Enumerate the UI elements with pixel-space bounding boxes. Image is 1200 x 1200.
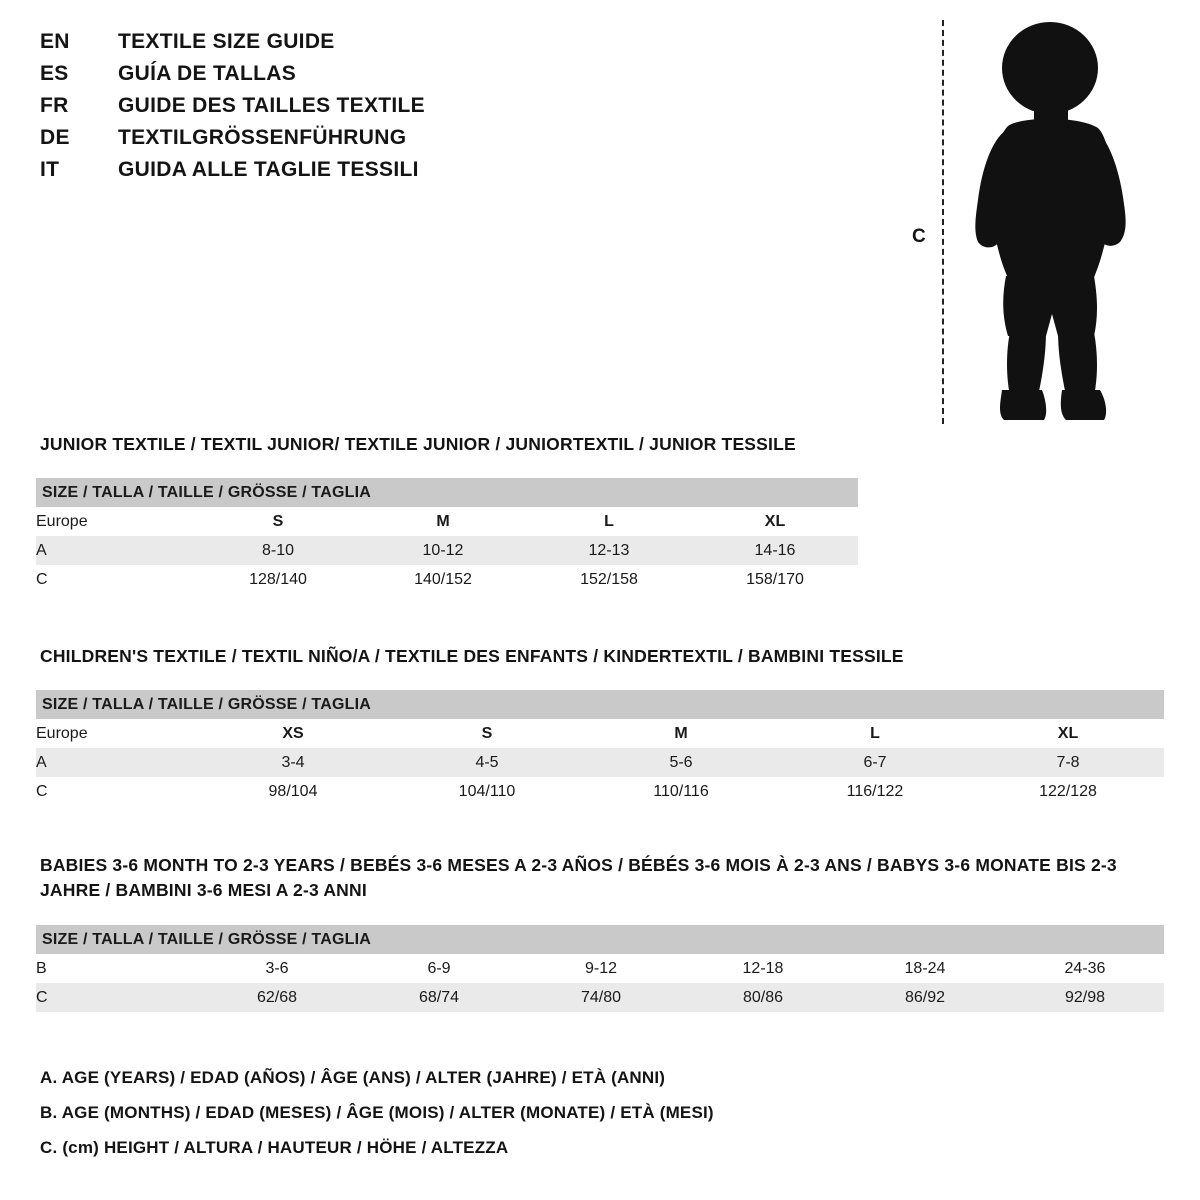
table-row: [36, 536, 858, 565]
child-silhouette-icon: [948, 18, 1148, 426]
babies-row-b-24-36: 24-36: [1006, 954, 1164, 983]
language-text-es: GUÍA DE TALLAS: [118, 62, 297, 85]
junior-col-m: M: [360, 507, 526, 536]
table-band-row: [36, 690, 1164, 719]
babies-row-b-3-6: 3-6: [196, 954, 358, 983]
legend-line-c: C. (cm) HEIGHT / ALTURA / HAUTEUR / HÖHE / ALTEZZA: [40, 1138, 509, 1157]
junior-row-c-s: 128/140: [196, 565, 360, 594]
children-col-m: M: [584, 719, 778, 748]
children-row-a-key: A: [36, 748, 196, 777]
junior-row-c-xl: 158/170: [692, 565, 858, 594]
measure-dashed-line: [942, 20, 944, 424]
language-row: [40, 30, 680, 62]
babies-row-c-6-9: 68/74: [358, 983, 520, 1012]
babies-row-b-18-24: 18-24: [844, 954, 1006, 983]
table-row: [36, 954, 1164, 983]
children-row-a-m: 5-6: [584, 748, 778, 777]
junior-row-c-m: 140/152: [360, 565, 526, 594]
junior-region-label: Europe: [36, 507, 196, 536]
table-row: [36, 748, 1164, 777]
table-row: [36, 777, 1164, 806]
children-col-xs: XS: [196, 719, 390, 748]
children-region-label: Europe: [36, 719, 196, 748]
children-row-a-xs: 3-4: [196, 748, 390, 777]
language-row: [40, 126, 680, 158]
children-row-a-l: 6-7: [778, 748, 972, 777]
language-text-it: GUIDA ALLE TAGLIE TESSILI: [118, 158, 419, 181]
children-row-c-s: 104/110: [390, 777, 584, 806]
junior-band-label: SIZE / TALLA / TAILLE / GRÖSSE / TAGLIA: [36, 478, 858, 507]
language-text-fr: GUIDE DES TAILLES TEXTILE: [118, 94, 425, 117]
language-row: [40, 158, 680, 190]
junior-row-a-l: 12-13: [526, 536, 692, 565]
table-row: [36, 983, 1164, 1012]
language-text-de: TEXTILGRÖSSENFÜHRUNG: [118, 126, 407, 149]
junior-col-l: L: [526, 507, 692, 536]
language-code-it: IT: [40, 158, 60, 181]
babies-row-c-24-36: 92/98: [1006, 983, 1164, 1012]
junior-row-a-m: 10-12: [360, 536, 526, 565]
legend-line-a: A. AGE (YEARS) / EDAD (AÑOS) / ÂGE (ANS) / ALTER (JAHRE) / ETÀ (ANNI): [40, 1068, 666, 1087]
legend-line-b: B. AGE (MONTHS) / EDAD (MESES) / ÂGE (MOIS) / ALTER (MONATE) / ETÀ (MESI): [40, 1103, 714, 1122]
babies-size-table: [36, 925, 1164, 1012]
junior-row-a-key: A: [36, 536, 196, 565]
language-row: [40, 62, 680, 94]
table-band-row: [36, 925, 1164, 954]
babies-row-c-9-12: 74/80: [520, 983, 682, 1012]
table-row: [36, 507, 858, 536]
children-col-s: S: [390, 719, 584, 748]
table-row: [36, 565, 858, 594]
junior-row-a-s: 8-10: [196, 536, 360, 565]
language-code-es: ES: [40, 62, 69, 85]
babies-row-b-6-9: 6-9: [358, 954, 520, 983]
babies-band-label: SIZE / TALLA / TAILLE / GRÖSSE / TAGLIA: [36, 925, 1164, 954]
babies-row-c-3-6: 62/68: [196, 983, 358, 1012]
language-code-fr: FR: [40, 94, 69, 117]
children-row-c-l: 116/122: [778, 777, 972, 806]
height-measure-figure: [900, 14, 1160, 424]
children-row-c-xl: 122/128: [972, 777, 1164, 806]
babies-row-b-12-18: 12-18: [682, 954, 844, 983]
children-row-c-xs: 98/104: [196, 777, 390, 806]
table-band-row: [36, 478, 858, 507]
junior-col-xl: XL: [692, 507, 858, 536]
children-row-a-xl: 7-8: [972, 748, 1164, 777]
babies-row-b-9-12: 9-12: [520, 954, 682, 983]
legend-block: [40, 1068, 1140, 1173]
language-title-block: [40, 30, 680, 190]
language-code-de: DE: [40, 126, 70, 149]
section-title-babies: BABIES 3-6 MONTH TO 2-3 YEARS / BEBÉS 3-6 MESES A 2-3 AÑOS / BÉBÉS 3-6 MOIS À 2-3 ANS / BABYS 3-6 MONATE BIS 2-3 JAHRE / BAMBINI 3-6 MESI A 2-3 ANNI: [40, 855, 1117, 901]
babies-row-b-key: B: [36, 954, 196, 983]
children-row-a-s: 4-5: [390, 748, 584, 777]
measure-label-c: C: [912, 226, 926, 247]
junior-size-table: [36, 478, 858, 594]
babies-row-c-12-18: 80/86: [682, 983, 844, 1012]
children-row-c-m: 110/116: [584, 777, 778, 806]
children-size-table: [36, 690, 1164, 806]
section-title-children: CHILDREN'S TEXTILE / TEXTIL NIÑO/A / TEXTILE DES ENFANTS / KINDERTEXTIL / BAMBINI TESSILE: [40, 646, 904, 666]
language-code-en: EN: [40, 30, 70, 53]
babies-row-c-18-24: 86/92: [844, 983, 1006, 1012]
children-band-label: SIZE / TALLA / TAILLE / GRÖSSE / TAGLIA: [36, 690, 1164, 719]
children-row-c-key: C: [36, 777, 196, 806]
junior-row-c-key: C: [36, 565, 196, 594]
babies-row-c-key: C: [36, 983, 196, 1012]
junior-row-c-l: 152/158: [526, 565, 692, 594]
junior-col-s: S: [196, 507, 360, 536]
section-title-junior: JUNIOR TEXTILE / TEXTIL JUNIOR/ TEXTILE JUNIOR / JUNIORTEXTIL / JUNIOR TESSILE: [40, 434, 796, 454]
language-text-en: TEXTILE SIZE GUIDE: [118, 30, 335, 53]
language-row: [40, 94, 680, 126]
table-row: [36, 719, 1164, 748]
junior-row-a-xl: 14-16: [692, 536, 858, 565]
children-col-l: L: [778, 719, 972, 748]
children-col-xl: XL: [972, 719, 1164, 748]
